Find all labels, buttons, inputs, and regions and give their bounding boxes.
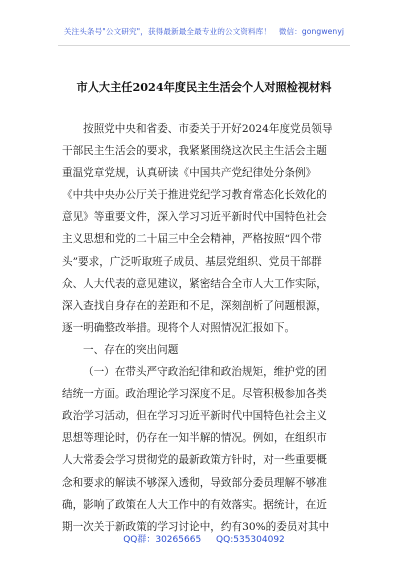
- footer-qq-group: QQ群：30265665: [123, 535, 202, 545]
- body-line: 思想等理论时，仍存在一知半解的情况。例如，在组织市: [62, 432, 327, 445]
- body-line: 重温党章党规，认真研读《中国共产党纪律处分条例》: [62, 167, 317, 180]
- header-divider: [58, 45, 350, 46]
- section-heading: 一、存在的突出问题: [83, 343, 179, 356]
- body-line: 人大常委会学习贯彻党的最新政策方针时，对一些重要概: [62, 454, 327, 467]
- body-line: 《中共中央办公厅关于推进党纪学习教育常态化长效化的: [62, 189, 327, 202]
- header-promo-text: 关注头条号"公文研究"，获得最新最全最专业的公文资料库！ 微信：gongwenyj: [63, 27, 345, 36]
- body-line: 按照党中央和省委、市委关于开好2024年度党员领导: [83, 123, 333, 135]
- body-line: 主义思想和党的二十届三中全会精神，严格按照“四个带: [62, 233, 322, 246]
- body-line: 政治学习活动，但在学习习近平新时代中国特色社会主义: [62, 410, 327, 423]
- document-body: [62, 118, 352, 538]
- body-line: 期一次关于新政策的学习讨论中，约有30%的委员对其中: [62, 520, 330, 533]
- body-line: 深入查找自身存在的差距和不足，深刻剖析了问题根源，: [62, 299, 327, 312]
- body-line: 头”要求，广泛听取班子成员、基层党组织、党员干部群: [62, 255, 322, 268]
- body-line: 众、人大代表的意见建议，紧密结合全市人大工作实际，: [62, 277, 327, 290]
- body-line: 干部民主生活会的要求，我紧紧围绕这次民主生活会主题: [62, 145, 327, 158]
- footer-qq-number: QQ:535304092: [216, 535, 285, 545]
- body-line: 念和要求的解读不够深入透彻，导致部分委员理解不够准: [62, 476, 327, 489]
- document-title: 市人大主任2024年度民主生活会个人对照检视材料: [76, 80, 332, 94]
- body-line: 确，影响了政策在人大工作中的有效落实。据统计，在近: [62, 498, 327, 511]
- body-line: （一）在带头严守政治纪律和政治规矩，维护党的团: [83, 366, 327, 379]
- body-line: 逐一明确整改举措。现将个人对照情况汇报如下。: [62, 321, 296, 334]
- body-line: 意见》等重要文件，深入学习习近平新时代中国特色社会: [62, 211, 327, 224]
- footer-contact: [0, 532, 408, 545]
- body-line: 结统一方面。政治理论学习深度不足。尽管积极参加各类: [62, 388, 327, 401]
